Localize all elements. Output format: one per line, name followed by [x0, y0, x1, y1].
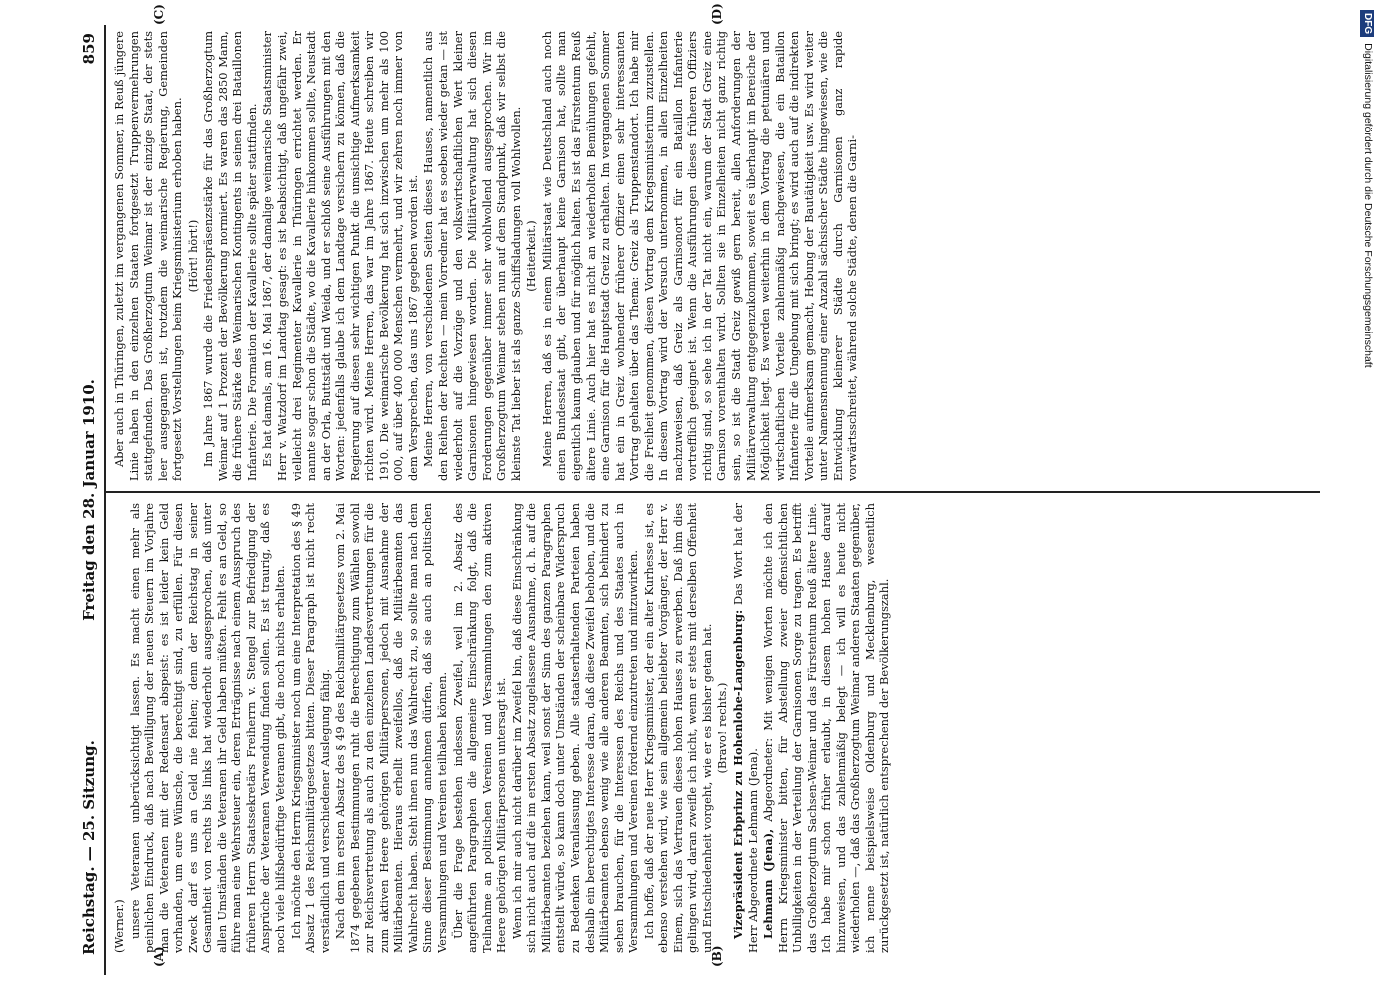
paragraph-text: Ich möchte den Herrn Kriegsminister noch um eine Interpretation des § 49 Absatz 1 des Reichsmilitärgesetzes bitten. Dieser Paragraph ist nicht recht verständlich und verschiedener Auslegung fähig. — [288, 503, 332, 953]
paragraph-text: Wenn ich mir auch nicht darüber im Zweifel bin, daß diese Einschränkung sich nicht auch auf die im ersten Absatz zugelassene Ausnahme, d. h. auf die Militärbeamten beziehen kann, weil sonst der Sinn des ganzen Paragraphen entstellt würde, so kann doch unter Umständen der scheinbare Widerspruch zu Bedenken Veranlassung geben. Alle staatserhaltenden Parteien haben deshalb ein berechtigtes Interesse daran, daß diese Zweifel behoben, und die Militärbeamten ebenso wenig wie alle anderen Beamten, sich behindert zu sehen brauchen, für die Interessen des Reichs und des Staates auch in Versammlungen und Vereinen fördernd einzutreten und mitzuwirken. — [509, 503, 641, 953]
paragraph — [333, 503, 449, 953]
left-column — [112, 503, 1310, 953]
paragraph-text: Meine Herren, von verschiedenen Seiten dieses Hauses, namentlich aus den Reihen der Rechten — mein Vorredner hat es soeben wieder getan — ist wiederholt auf die Vorzüge und den volkswirtschaftlichen Wert kleiner Garnisonen hingewiesen worden. Die Militärverwaltung hat sich diesen Forderungen gegenüber immer sehr wohlwollend ausgesprochen. Wir im Großherzogtum Weimar stehen nun auf dem Standpunkt, daß wir selbst die kleinste Tat lieber ist als ganze Schiffsladungen voll Wohlwollen. — [421, 31, 523, 481]
paragraph — [112, 503, 127, 953]
paragraph — [761, 503, 892, 953]
paragraph-text: Aber auch in Thüringen, zuletzt im vergangenen Sommer, in Reuß jüngere Linie haben in den einzelnen Staaten fortgesetzt Truppenvermehrungen stattgefunden. Das Großherzogtum Weimar ist der einzige Staat, der stets leer ausgegangen ist, trotzdem die weimarische Regierung, Gemeinden fortgesetzt Vorstellungen beim Kriegsministerium erhoben haben. — [112, 31, 185, 481]
paragraph-text: (Heiterkeit.) — [524, 220, 539, 292]
margin-mark-c: (C) — [152, 4, 166, 25]
document-page — [76, 3, 1316, 975]
paragraph — [731, 503, 760, 953]
paragraph-text: Nach dem im ersten Absatz des § 49 des Reichsmilitärgesetzes vom 2. Mai 1874 gegebenen Bestimmungen ruht die Berechtigung zum Wählen sowohl zur Reichsvertretung als auch zu den einzelnen Landesvertretungen für die zum aktiven Heere gehörigen Militärpersonen, jedoch mit Ausnahme der Militärbeamten. Hieraus erhellt zweifellos, daß die Militärbeamten das Wahlrecht haben. Steht ihnen nun das Wahlrecht zu, so sollte man nach dem Sinne dieser Bestimmung annehmen dürfen, daß sie auch an politischen Versammlungen und Vereinen teilhaben können. — [333, 503, 450, 953]
paragraph — [421, 31, 523, 481]
paragraph — [112, 31, 185, 481]
paragraph — [642, 503, 715, 953]
paragraph — [128, 503, 288, 953]
paragraph — [715, 503, 730, 953]
paragraph — [201, 31, 259, 481]
paragraph-text: (Hört! hört!) — [185, 219, 200, 293]
paragraph-text: Im Jahre 1867 wurde die Friedenspräsenzstärke für das Großherzogtum Weimar auf 1 Prozent der Bevölkerung normiert. Es waren das 2850 Mann, die frühere Stärke des Weimarischen Kontingents in seinen drei Bataillonen Infanterie. Die Formation der Kavallerie sollte später stattfinden. — [201, 31, 259, 481]
paragraph — [451, 503, 509, 953]
paragraph-text: Über die Frage bestehen indessen Zweifel, weil im 2. Absatz des angeführten Paragraphen die allgemeine Einschränkung folgt, daß die Teilnahme an politischen Vereinen und Versammlungen den zum aktiven Heere gehörigen Militärpersonen untersagt ist. — [450, 503, 509, 953]
paragraph-text: Abgeordneter: Mit wenigen Worten möchte ich den Herrn Kriegsminister bitten, für Abstellung zweier offensichtlichen Unbilligkeiten in der Verteilung der Garnisonen Sorge zu tragen. Es betrifft das Großherzogtum Sachsen-Weimar und das Fürstentum Reuß ältere Linie. Ich habe mir schon früher erlaubt, in diesem hohen Hause darauf hinzuweisen, und das zahlenmäßig belegt — ich will es heute nicht wiederholen —, daß das Großherzogtum Weimar anderen Staaten gegenüber, ich nenne beispielsweise Oldenburg und Mecklenburg, wesentlich zurückgesetzt ist, natürlich entsprechend der Bevölkerungszahl. — [761, 503, 892, 953]
paragraph — [524, 31, 539, 481]
dfg-logo: DFG — [1360, 10, 1374, 37]
text-columns — [112, 3, 1310, 967]
paragraph-text: (Werner.) — [112, 899, 126, 953]
speaker-name: Lehmann (Jena), — [761, 828, 776, 939]
paragraph — [540, 31, 860, 481]
paragraph — [289, 503, 333, 953]
paragraph-text: Meine Herren, daß es in einem Militärstaat wie Deutschland auch noch einen Bundesstaat gibt, der überhaupt keine Garnison hat, sollte man eigentlich kaum glauben und für möglich halten. Es ist das Fürstentum Reuß ältere Linie. Auch hier hat es nicht an wiederholten Bemühungen gefehlt, eine Garnison für die Hauptstadt Greiz zu erhalten. Im vergangenen Sommer hat ein in Greiz wohnender früherer Offizier einen sehr interessanten Vortrag gehalten über das Thema: Greiz als Truppenstandort. Ich habe mir die Freiheit genommen, diesen Vortrag dem Kriegsministerium zuzustellen. In diesem Vortrag wird der Versuch unternommen, in allen Einzelheiten nachzuweisen, daß Greiz als Garnisonort für ein Bataillon Infanterie vortrefflich geeignet ist. Wenn die Ausführungen dieses früheren Offiziers richtig sind, so sehe ich in der Tat nicht ein, warum der Stadt Greiz eine Garnison vorenthalten wird. Sollten sie in Einzelheiten nicht ganz richtig sein, so ist die Stadt Greiz gewiß gern bereit, allen Anforderungen der Militärverwaltung entgegenzukommen, soweit es überhaupt im Bereiche der Möglichkeit liegt. Es werden weiterhin in dem Vortrag die petuniären und wirtschaftlichen Vorteile zahlenmäßig nachgewiesen, die ein Bataillon Infanterie für die Umgebung mit sich bringt; es wird auch auf die indirekten Vorteile aufmerksam gemacht, Hebung der Bautätigkeit usw. Es wird weiter unter Namensnennung einer Anzahl sächsischer Städte hingewiesen, wie die Entwicklung kleinerer Städte durch Garnisonen ganz rapide vorwärtsschreitet, während solche Städte, denen die Garni- — [539, 31, 860, 481]
header-date: Freitag den 28. Januar 1910. — [80, 379, 98, 621]
margin-mark-d: (D) — [710, 3, 724, 25]
paragraph-text: unsere Veteranen unberücksichtigt lassen. Es macht einen mehr als peinlichen Eindruck, daß nach Bewilligung der neuen Steuern im Vorjahre man die Veteranen mit der Redensart abspeist: es ist leider kein Geld vorhanden, um eure Wünsche, die berechtigt sind, zu erfüllen. Für diesen Zweck darf es uns an Geld nie fehlen; denn der Reichstag in seiner Gesamtheit von rechts bis links hat wiederholt ausgesprochen, daß unter allen Umständen die Veteranen ihr Geld haben müßten. Fehlt es an Geld, so führe man eine Wehrsteuer ein, deren Erträgnisse nach einem Ausspruch des früheren Herrn Staatssekretärs Freiherrn v. Stengel zur Befriedigung der Ansprüche der Veteranen Verwendung finden sollen. Es ist traurig, daß es noch viele hilfsbedürftige Veteranen gibt, die noch nichts erhalten. — [127, 503, 288, 953]
digitization-credit — [1357, 10, 1381, 630]
paragraph-text: Ich hoffe, daß der neue Herr Kriegsminister, der ein alter Kurhesse ist, es ebenso verstehen wird, wie sein allgemein beliebter Vorgänger, der Herr v. Einem, sich das Vertrauen dieses hohen Hauses zu erwerben. Daß ihm dies gelingen wird, daran zweifle ich nicht, wenn er stets mit derselben Offenheit und Entschiedenheit vorgeht, wie er es bisher getan hat. — [641, 503, 714, 953]
page-header — [76, 25, 106, 975]
margin-mark-b: (B) — [710, 945, 724, 967]
header-left-title: Reichstag. — 25. Sitzung. — [80, 740, 98, 955]
credit-text: Digitalisierung gefördert durch die Deutsche Forschungsgemeinschaft — [1362, 43, 1374, 368]
margin-mark-a: (A) — [152, 946, 166, 967]
paragraph — [510, 503, 641, 953]
speaker-name: Vizepräsident Erbprinz zu Hohenlohe-Langenburg: — [730, 609, 745, 939]
paragraph — [260, 31, 420, 481]
paragraph-text: (Bravo! rechts.) — [715, 682, 730, 774]
paragraph-text: Das Wort hat der Herr Abgeordnete Lehmann (Jena). — [730, 503, 760, 953]
paragraph-text: Es hat damals, am 16. Mai 1867, der damalige weimarische Staatsminister Herr v. Watzdorf im Landtag gesagt: es ist beabsichtigt, daß ungefähr zwei, vielleicht drei Regimenter Kavallerie in Thüringen errichtet werden. Er nannte sogar schon die Städte, wo die Kavallerie hinkommen sollte, Neustadt an der Orla, Buttstädt und Weida, und er schloß seine Ausführungen mit den Worten: jedenfalls glaube ich dem Landtage versichern zu können, daß die Regierung auf diesen sehr wichtigen Punkt die umsichtige Aufmerksamkeit richten wird. Meine Herren, das war im Jahre 1867. Heute schreiben wir 1910. Die weimarische Bevölkerung hat sich inzwischen um mehr als 100 000, auf über 400 000 Menschen vermehrt, und wir zehren noch immer von dem Versprechen, das uns 1867 gegeben worden ist. — [260, 31, 420, 481]
paragraph — [186, 31, 201, 481]
column-divider — [104, 491, 1320, 493]
right-column — [112, 31, 1310, 481]
page-number: 859 — [80, 33, 98, 65]
